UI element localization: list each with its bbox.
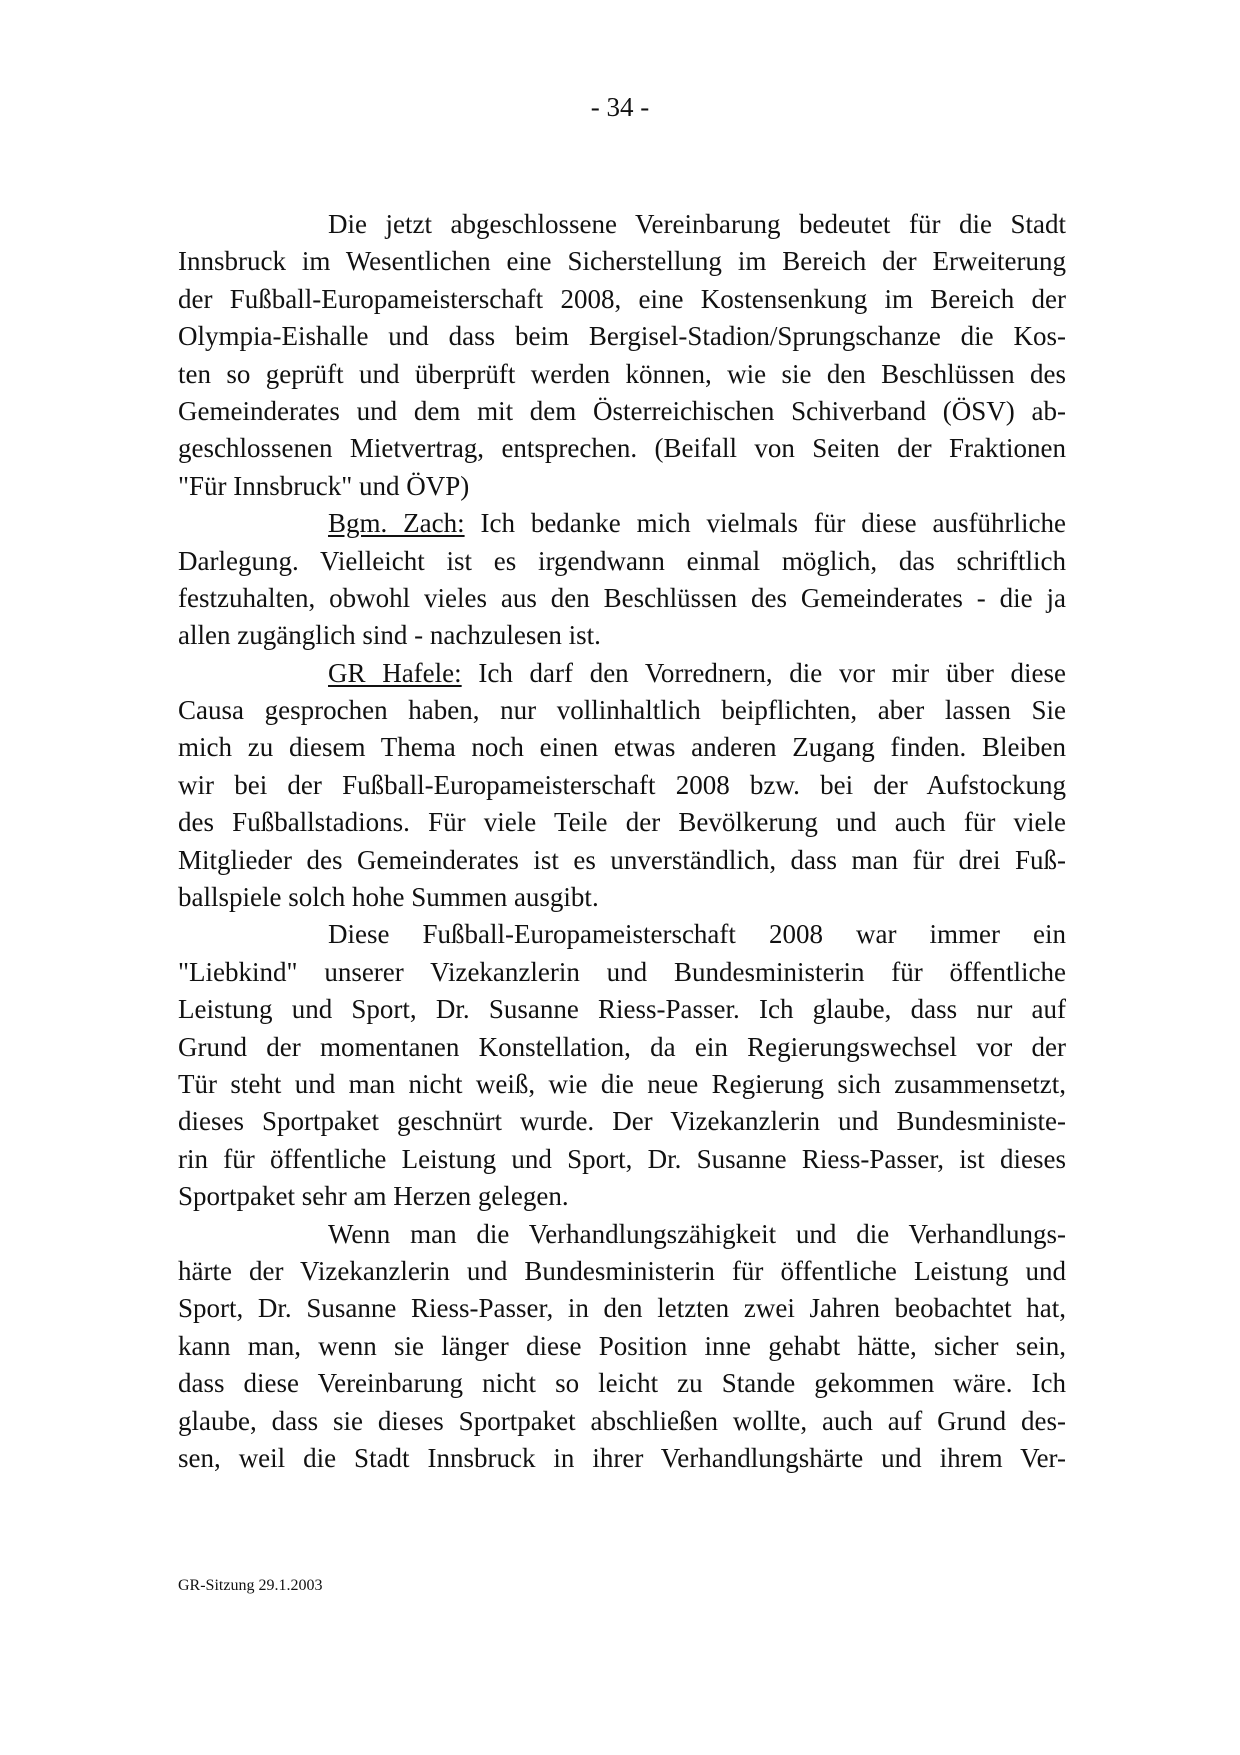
text-line: dass diese Vereinbarung nicht so leicht zu Stande gekommen wäre. Ich [178,1368,1066,1399]
text-line: der Fußball-Europameisterschaft 2008, eine Kostensenkung im Bereich der [178,283,1066,314]
speech-text: Ich bedanke mich vielmals für diese ausführliche [480,508,1066,539]
document-body [178,206,1066,1477]
speech-text: Ich darf den Vorrednern, die vor mir über diese [478,657,1067,688]
speech-line-hafele [178,655,1066,692]
footer-session-date: GR-Sitzung 29.1.2003 [178,1577,323,1594]
text-line: Grund der momentanen Konstellation, da ein Regierungswechsel vor der [178,1031,1066,1062]
text-line: rin für öffentliche Leistung und Sport, Dr. Susanne Riess-Passer, ist dieses [178,1143,1066,1174]
speech-line-zach [178,505,1066,542]
text-line: Tür steht und man nicht weiß, wie die neue Regierung sich zusammensetzt, [178,1068,1066,1099]
text-line: Olympia-Eishalle und dass beim Bergisel-Stadion/Sprungschanze die Kos- [178,321,1066,352]
text-line: Gemeinderates und dem mit dem Österreichischen Schiverband (ÖSV) ab- [178,395,1066,426]
page-number: - 34 - [590,92,650,122]
speaker-name-zach: Bgm. Zach: [328,508,465,539]
text-line: härte der Vizekanzlerin und Bundesministerin für öffentliche Leistung und [178,1255,1066,1286]
text-line: Sport, Dr. Susanne Riess-Passer, in den letzten zwei Jahren beobachtet hat, [178,1293,1066,1324]
text-line: festzuhalten, obwohl vieles aus den Beschlüssen des Gemeinderates - die ja [178,582,1066,613]
text-line: dieses Sportpaket geschnürt wurde. Der Vizekanzlerin und Bundesministe- [178,1106,1066,1137]
text-line: ten so geprüft und überprüft werden können, wie sie den Beschlüssen des [178,358,1066,389]
text-line: wir bei der Fußball-Europameisterschaft 2008 bzw. bei der Aufstockung [178,769,1066,800]
text-line: geschlossenen Mietvertrag, entsprechen. (Beifall von Seiten der Fraktionen [178,433,1066,464]
text-line: Mitglieder des Gemeinderates ist es unverständlich, dass man für drei Fuß- [178,844,1066,875]
text-line: "Für Innsbruck" und ÖVP) [178,470,470,501]
text-line: allen zugänglich sind - nachzulesen ist. [178,620,601,651]
text-line: sen, weil die Stadt Innsbruck in ihrer Verhandlungshärte und ihrem Ver- [178,1442,1066,1473]
text-line: glaube, dass sie dieses Sportpaket abschließen wollte, auch auf Grund des- [178,1405,1066,1436]
text-line: des Fußballstadions. Für viele Teile der Bevölkerung und auch für viele [178,807,1066,838]
text-line: Diese Fußball-Europameisterschaft 2008 war immer ein [328,919,1066,950]
text-line: ballspiele solch hohe Summen ausgibt. [178,882,599,913]
speaker-name-hafele: GR Hafele: [328,657,462,688]
text-line: Darlegung. Vielleicht ist es irgendwann einmal möglich, das schriftlich [178,545,1066,576]
text-line: mich zu diesem Thema noch einen etwas anderen Zugang finden. Bleiben [178,732,1066,763]
text-line: Leistung und Sport, Dr. Susanne Riess-Passer. Ich glaube, dass nur auf [178,994,1066,1025]
text-line: Die jetzt abgeschlossene Vereinbarung bedeutet für die Stadt [328,209,1066,239]
text-line: Wenn man die Verhandlungszähigkeit und die Verhandlungs- [328,1218,1066,1249]
text-line: kann man, wenn sie länger diese Position inne gehabt hätte, sicher sein, [178,1330,1066,1361]
text-line: Innsbruck im Wesentlichen eine Sicherstellung im Bereich der Erweiterung [178,246,1066,277]
text-line: "Liebkind" unserer Vizekanzlerin und Bundesministerin für öffentliche [178,956,1066,987]
text-line: Sportpaket sehr am Herzen gelegen. [178,1181,569,1212]
text-line: Causa gesprochen haben, nur vollinhaltlich beipflichten, aber lassen Sie [178,695,1066,726]
